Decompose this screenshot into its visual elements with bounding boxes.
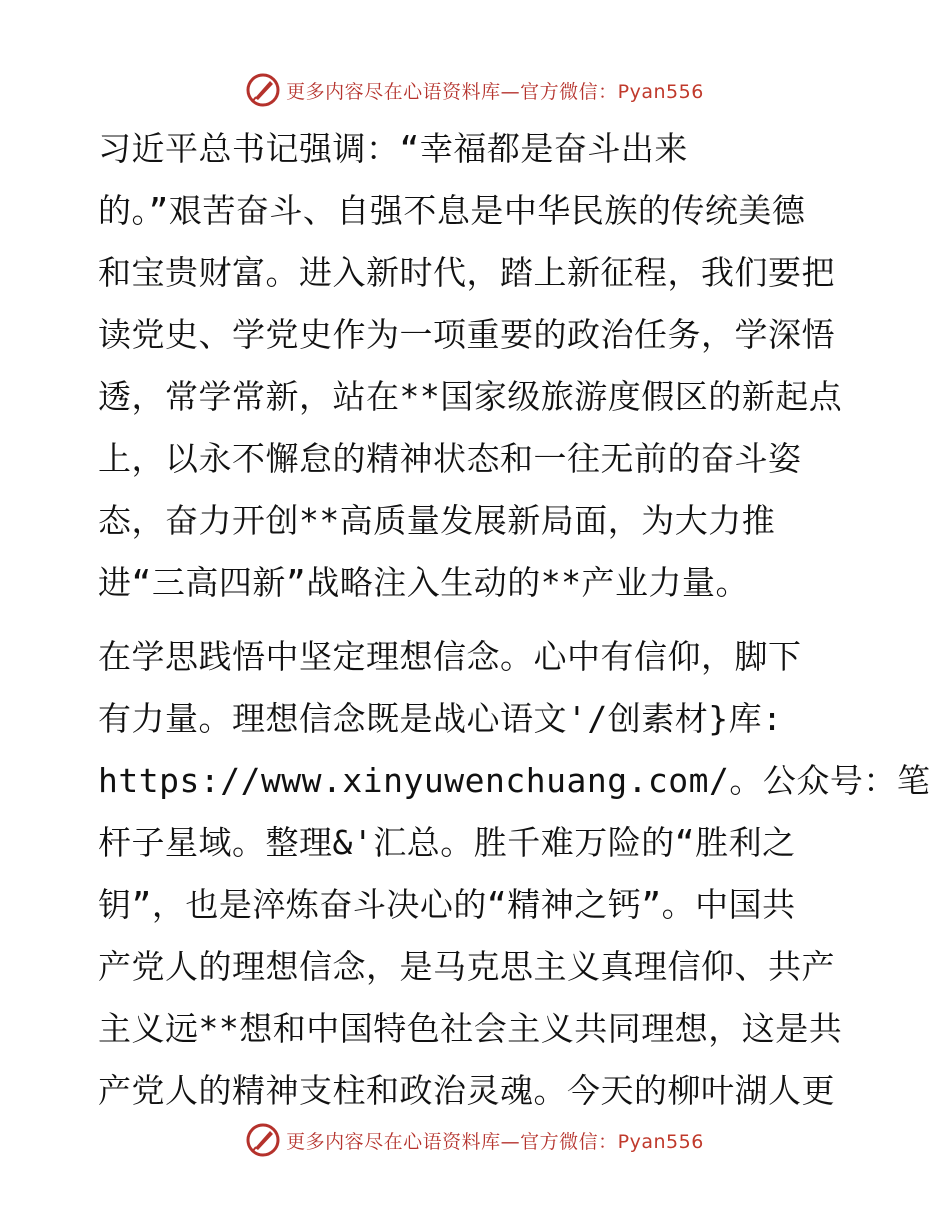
text-line: https://www.xinyuwenchuang.com/。公众号：笔	[98, 761, 931, 800]
header-banner-label: 更多内容尽在心语资料库—官方微信：	[286, 80, 618, 103]
text-line: 产党人的理想信念，是马克思主义真理信仰、共产	[98, 947, 835, 986]
paragraph-1	[98, 118, 858, 614]
footer-banner-handle: Pyan556	[617, 1130, 704, 1153]
paragraph-2	[98, 626, 931, 1122]
text-line: 上，以永不懈怠的精神状态和一往无前的奋斗姿	[98, 439, 802, 478]
footer-banner-text	[286, 1127, 704, 1154]
text-line: 的。”艰苦奋斗、自强不息是中华民族的传统美德	[98, 191, 806, 230]
header-banner-handle: Pyan556	[617, 80, 704, 103]
text-line: 进“三高四新”战略注入生动的**产业力量。	[98, 563, 749, 602]
text-line: 主义远**想和中国特色社会主义共同理想，这是共	[98, 1009, 843, 1048]
text-line: 在学思践悟中坚定理想信念。心中有信仰，脚下	[98, 637, 802, 676]
text-line: 钥”，也是淬炼奋斗决心的“精神之钙”。中国共	[98, 885, 796, 924]
text-line: 和宝贵财富。进入新时代，踏上新征程，我们要把	[98, 253, 835, 292]
quill-pen-logo-icon	[246, 73, 280, 107]
document-body	[98, 118, 931, 1122]
text-line: 有力量。理想信念既是战心语文'/创素材}库:	[98, 699, 783, 738]
header-banner	[0, 70, 950, 110]
text-line: 读党史、学党史作为一项重要的政治任务，学深悟	[98, 315, 835, 354]
text-line: 产党人的精神支柱和政治灵魂。今天的柳叶湖人更	[98, 1071, 835, 1110]
text-line: 杆子星域。整理&'汇总。胜千难万险的“胜利之	[98, 823, 796, 862]
text-line: 态，奋力开创**高质量发展新局面，为大力推	[98, 501, 776, 540]
header-banner-text	[286, 77, 704, 104]
text-line: 习近平总书记强调：“幸福都是奋斗出来	[98, 129, 688, 168]
text-line: 透，常学常新，站在**国家级旅游度假区的新起点	[98, 377, 843, 416]
quill-pen-logo-icon	[246, 1123, 280, 1157]
footer-banner	[0, 1120, 950, 1160]
footer-banner-label: 更多内容尽在心语资料库—官方微信：	[286, 1130, 618, 1153]
